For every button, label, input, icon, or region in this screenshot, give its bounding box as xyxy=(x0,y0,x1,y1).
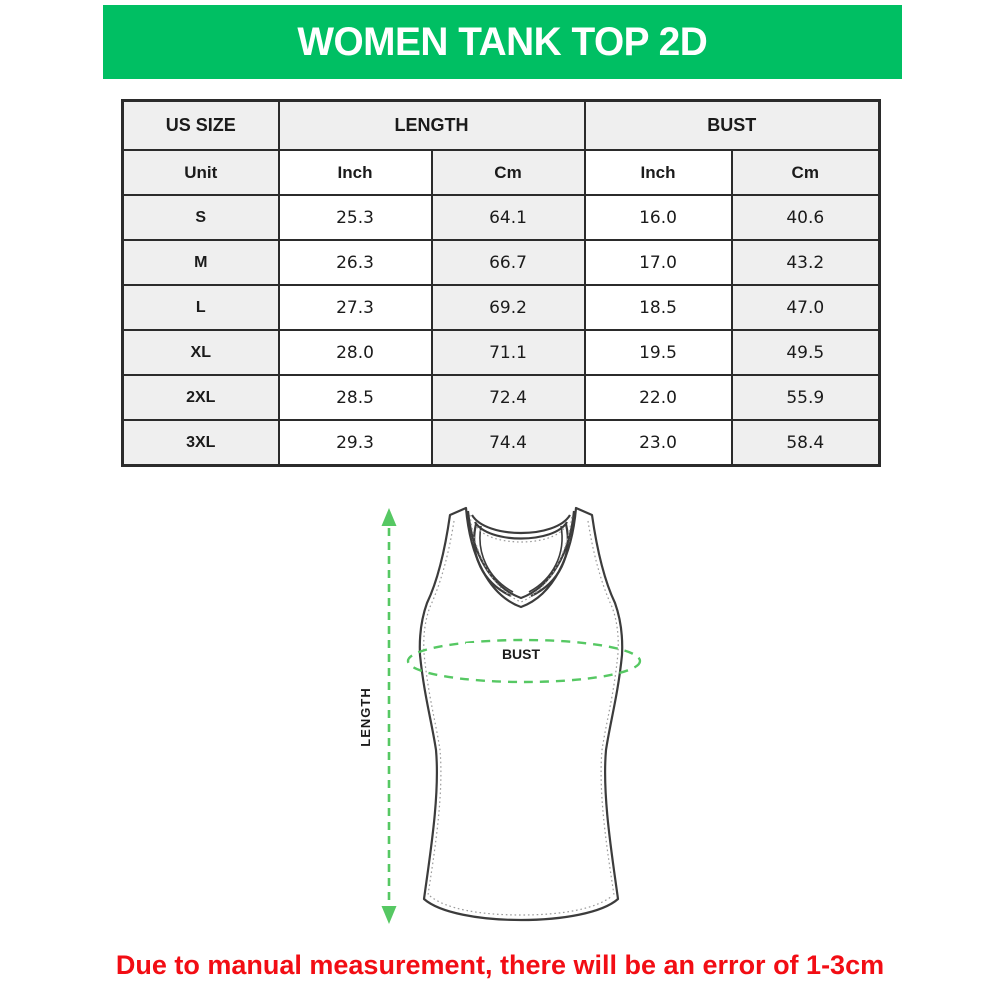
table-cell: 74.4 xyxy=(432,420,585,466)
header-us-size: US SIZE xyxy=(123,101,279,151)
size-label: M xyxy=(123,240,279,285)
table-cell: 23.0 xyxy=(585,420,732,466)
table-row xyxy=(123,420,880,466)
header-length-inch: Inch xyxy=(279,150,432,195)
table-group-header-row xyxy=(123,101,880,151)
arrow-up-icon xyxy=(382,508,397,526)
table-cell: 29.3 xyxy=(279,420,432,466)
header-length: LENGTH xyxy=(279,101,585,151)
table-row xyxy=(123,240,880,285)
table-cell: 72.4 xyxy=(432,375,585,420)
table-cell: 28.0 xyxy=(279,330,432,375)
table-cell: 69.2 xyxy=(432,285,585,330)
table-cell: 17.0 xyxy=(585,240,732,285)
size-table xyxy=(121,99,881,467)
table-cell: 71.1 xyxy=(432,330,585,375)
table-cell: 16.0 xyxy=(585,195,732,240)
header-unit: Unit xyxy=(123,150,279,195)
table-cell: 25.3 xyxy=(279,195,432,240)
header-length-cm: Cm xyxy=(432,150,585,195)
table-row xyxy=(123,285,880,330)
length-label: LENGTH xyxy=(358,687,373,747)
title-banner xyxy=(103,5,902,79)
table-cell: 47.0 xyxy=(732,285,880,330)
table-cell: 19.5 xyxy=(585,330,732,375)
length-arrow xyxy=(358,508,397,924)
size-label: L xyxy=(123,285,279,330)
table-cell: 43.2 xyxy=(732,240,880,285)
table-cell: 18.5 xyxy=(585,285,732,330)
table-cell: 66.7 xyxy=(432,240,585,285)
tank-top-illustration xyxy=(420,508,622,920)
table-row xyxy=(123,330,880,375)
bust-label: BUST xyxy=(501,646,541,662)
racerback-neck xyxy=(472,515,570,533)
table-cell: 58.4 xyxy=(732,420,880,466)
table-cell: 22.0 xyxy=(585,375,732,420)
table-cell: 27.3 xyxy=(279,285,432,330)
table-cell: 49.5 xyxy=(732,330,880,375)
table-cell: 26.3 xyxy=(279,240,432,285)
header-bust-inch: Inch xyxy=(585,150,732,195)
size-label: XL xyxy=(123,330,279,375)
tank-top-diagram xyxy=(350,495,670,945)
racerback-neck-binding xyxy=(475,522,567,539)
table-cell: 28.5 xyxy=(279,375,432,420)
table-unit-header-row xyxy=(123,150,880,195)
table-cell: 40.6 xyxy=(732,195,880,240)
measurement-disclaimer: Due to manual measurement, there will be an error of 1-3cm xyxy=(115,950,885,980)
table-cell: 64.1 xyxy=(432,195,585,240)
table-row xyxy=(123,375,880,420)
table-row xyxy=(123,195,880,240)
tank-body-outline xyxy=(420,508,622,920)
table-cell: 55.9 xyxy=(732,375,880,420)
header-bust-cm: Cm xyxy=(732,150,880,195)
arrow-down-icon xyxy=(382,906,397,924)
size-label: 2XL xyxy=(123,375,279,420)
page-title: WOMEN TANK TOP 2D xyxy=(297,19,708,64)
header-bust: BUST xyxy=(585,101,880,151)
size-label: S xyxy=(123,195,279,240)
size-label: 3XL xyxy=(123,420,279,466)
